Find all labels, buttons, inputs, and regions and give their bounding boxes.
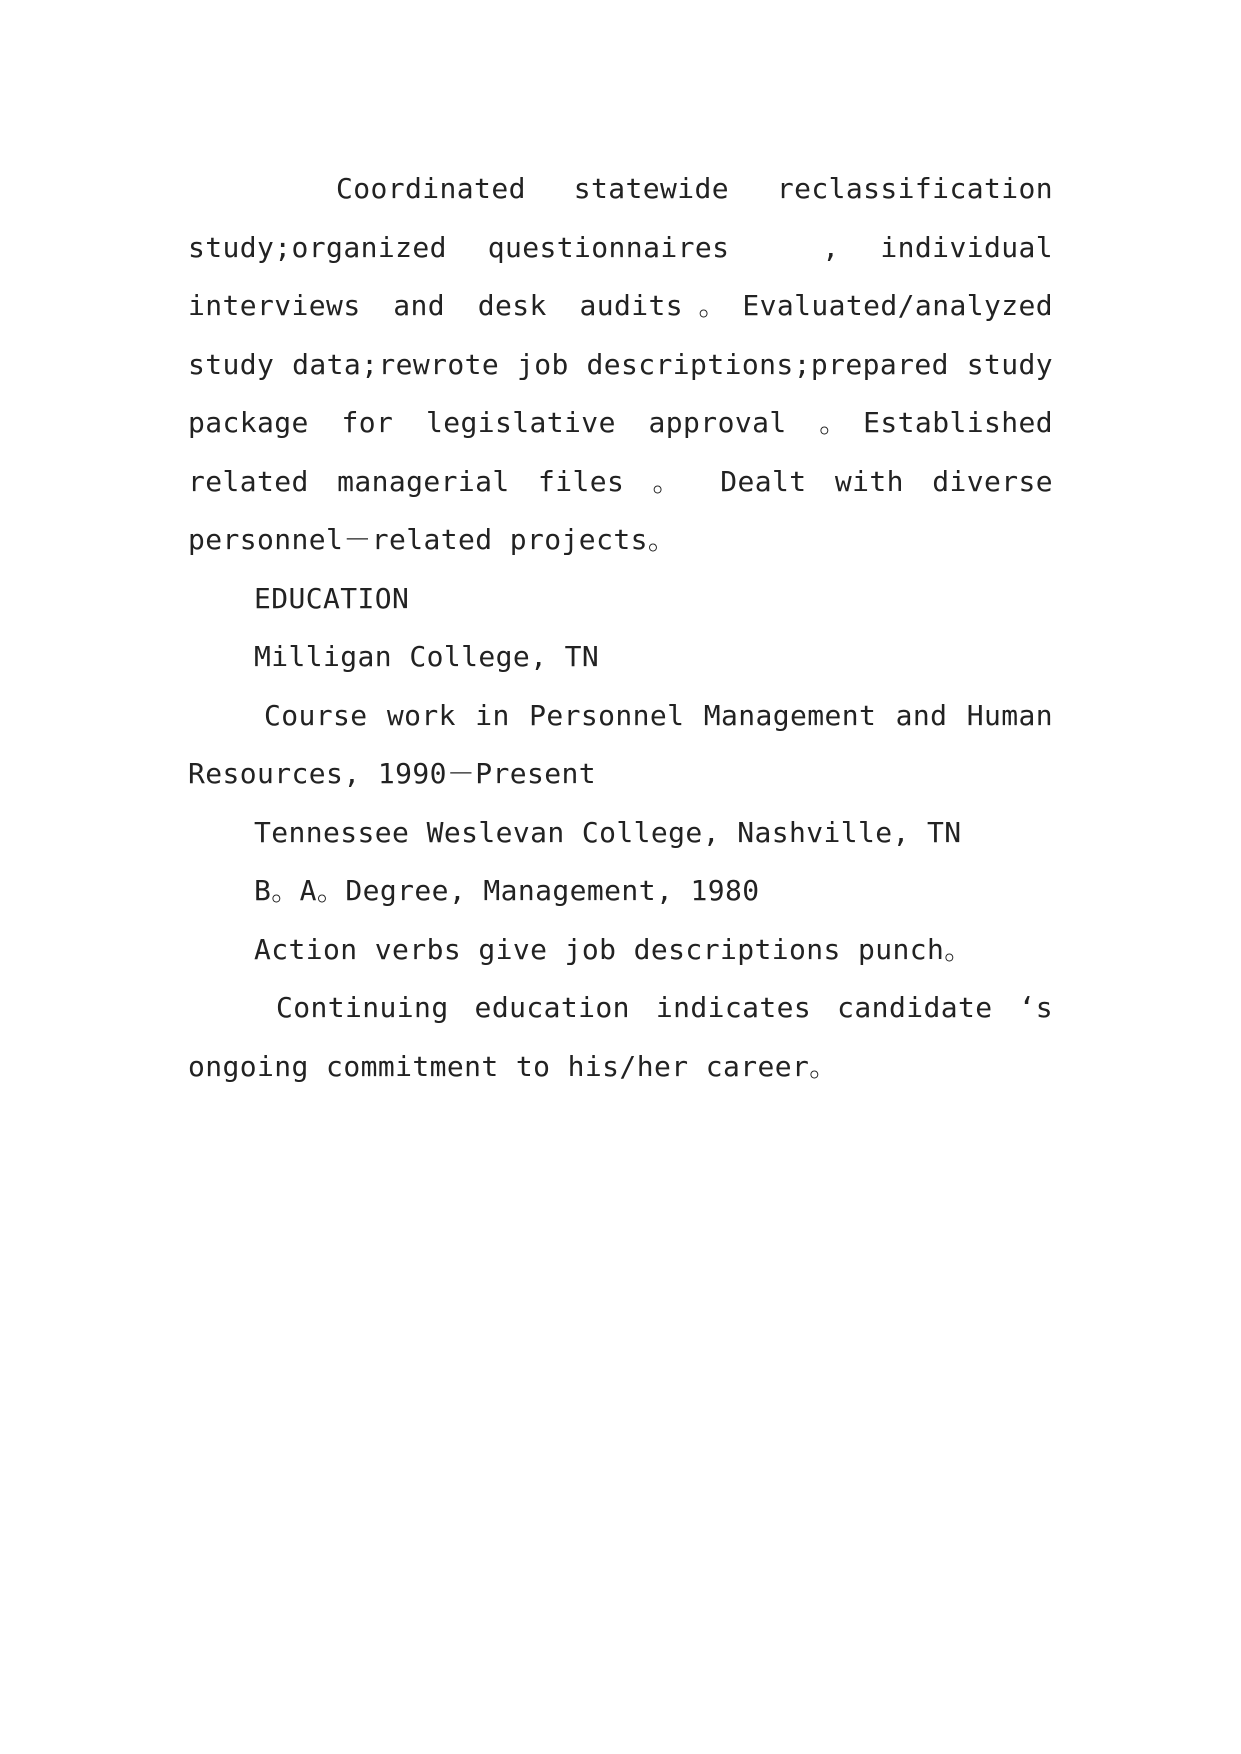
experience-paragraph: Coordinated statewide reclassification study;organized questionnaires , individual interviews and desk audits。Evaluated/analyzed study data;rewrote job descriptions;prepared study package for legislative approval 。Established related managerial files 。 Dealt with diverse personnel－related projects。: [188, 172, 1053, 556]
school-detail-tennessee-weslevan: B。A。Degree, Management, 1980: [254, 874, 760, 907]
document-body: [188, 160, 1053, 1096]
section-heading-education: EDUCATION: [254, 581, 410, 615]
school-name-milligan: Milligan College, TN: [254, 640, 600, 673]
note-continuing-education: Continuing education indicates candidate ‘s ongoing commitment to his/her career。: [188, 991, 1053, 1083]
note-action-verbs: Action verbs give job descriptions punch。: [254, 932, 973, 966]
school-name-tennessee-weslevan: Tennessee Weslevan College, Nashville, TN: [254, 815, 962, 849]
school-detail-milligan: Course work in Personnel Management and Human Resources, 1990－Present: [188, 698, 1053, 790]
